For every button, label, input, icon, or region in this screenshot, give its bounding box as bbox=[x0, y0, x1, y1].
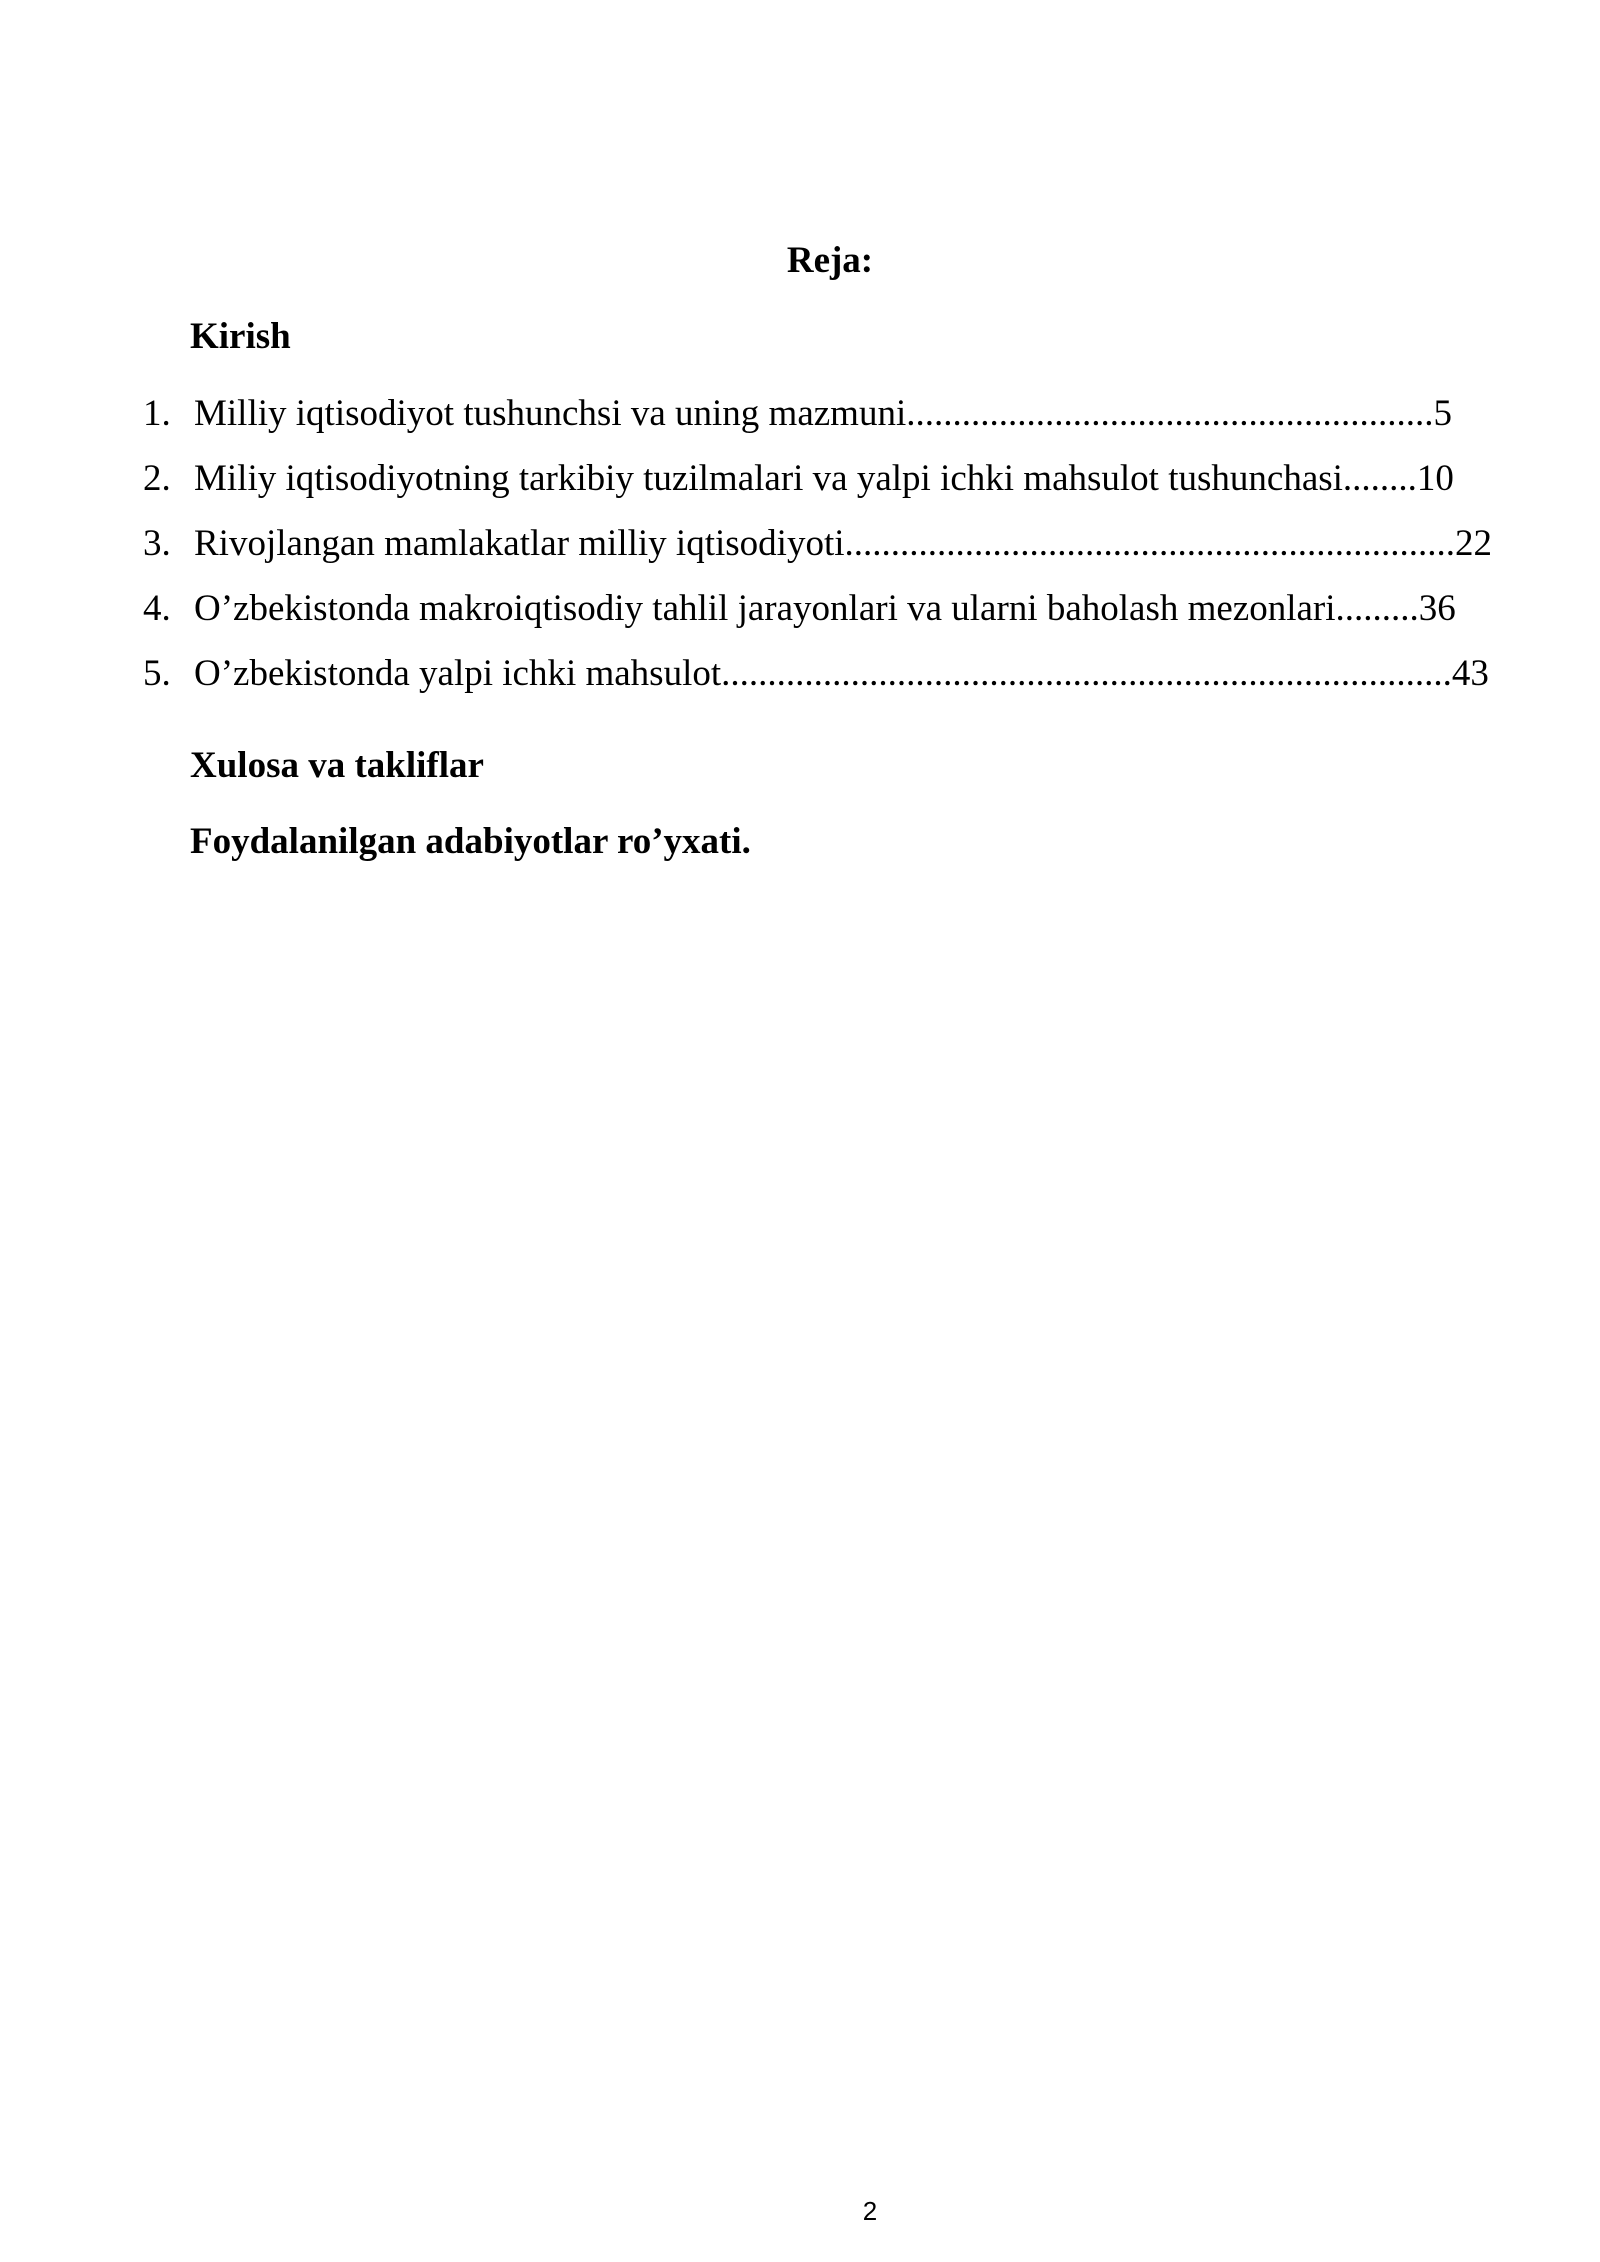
toc-item-text: O’zbekistonda makroiqtisodiy tahlil jarayonlari va ularni baholash mezonlari.........36 bbox=[194, 588, 1456, 629]
toc-item-number: 1. bbox=[143, 393, 171, 434]
page-number: 2 bbox=[862, 2196, 878, 2226]
toc-item-text: Miliy iqtisodiyotning tarkibiy tuzilmalari va yalpi ichki mahsulot tushunchasi........10 bbox=[194, 458, 1454, 499]
intro-heading: Kirish bbox=[190, 316, 291, 357]
toc-item-number: 3. bbox=[143, 523, 171, 564]
toc-item-text: Milliy iqtisodiyot tushunchsi va uning mazmuni.........................................................5 bbox=[194, 393, 1452, 434]
toc-item-number: 4. bbox=[143, 588, 171, 629]
toc-item-number: 2. bbox=[143, 458, 171, 499]
references-heading: Foydalanilgan adabiyotlar ro’yxati. bbox=[190, 821, 751, 862]
toc-item-number: 5. bbox=[143, 653, 171, 694]
toc-item-text: Rivojlangan mamlakatlar milliy iqtisodiyoti..................................................................22 bbox=[194, 523, 1492, 564]
conclusion-heading: Xulosa va takliflar bbox=[190, 745, 484, 786]
page-title: Reja: bbox=[786, 240, 874, 281]
toc-item-text: O’zbekistonda yalpi ichki mahsulot...............................................................................43 bbox=[194, 653, 1489, 694]
